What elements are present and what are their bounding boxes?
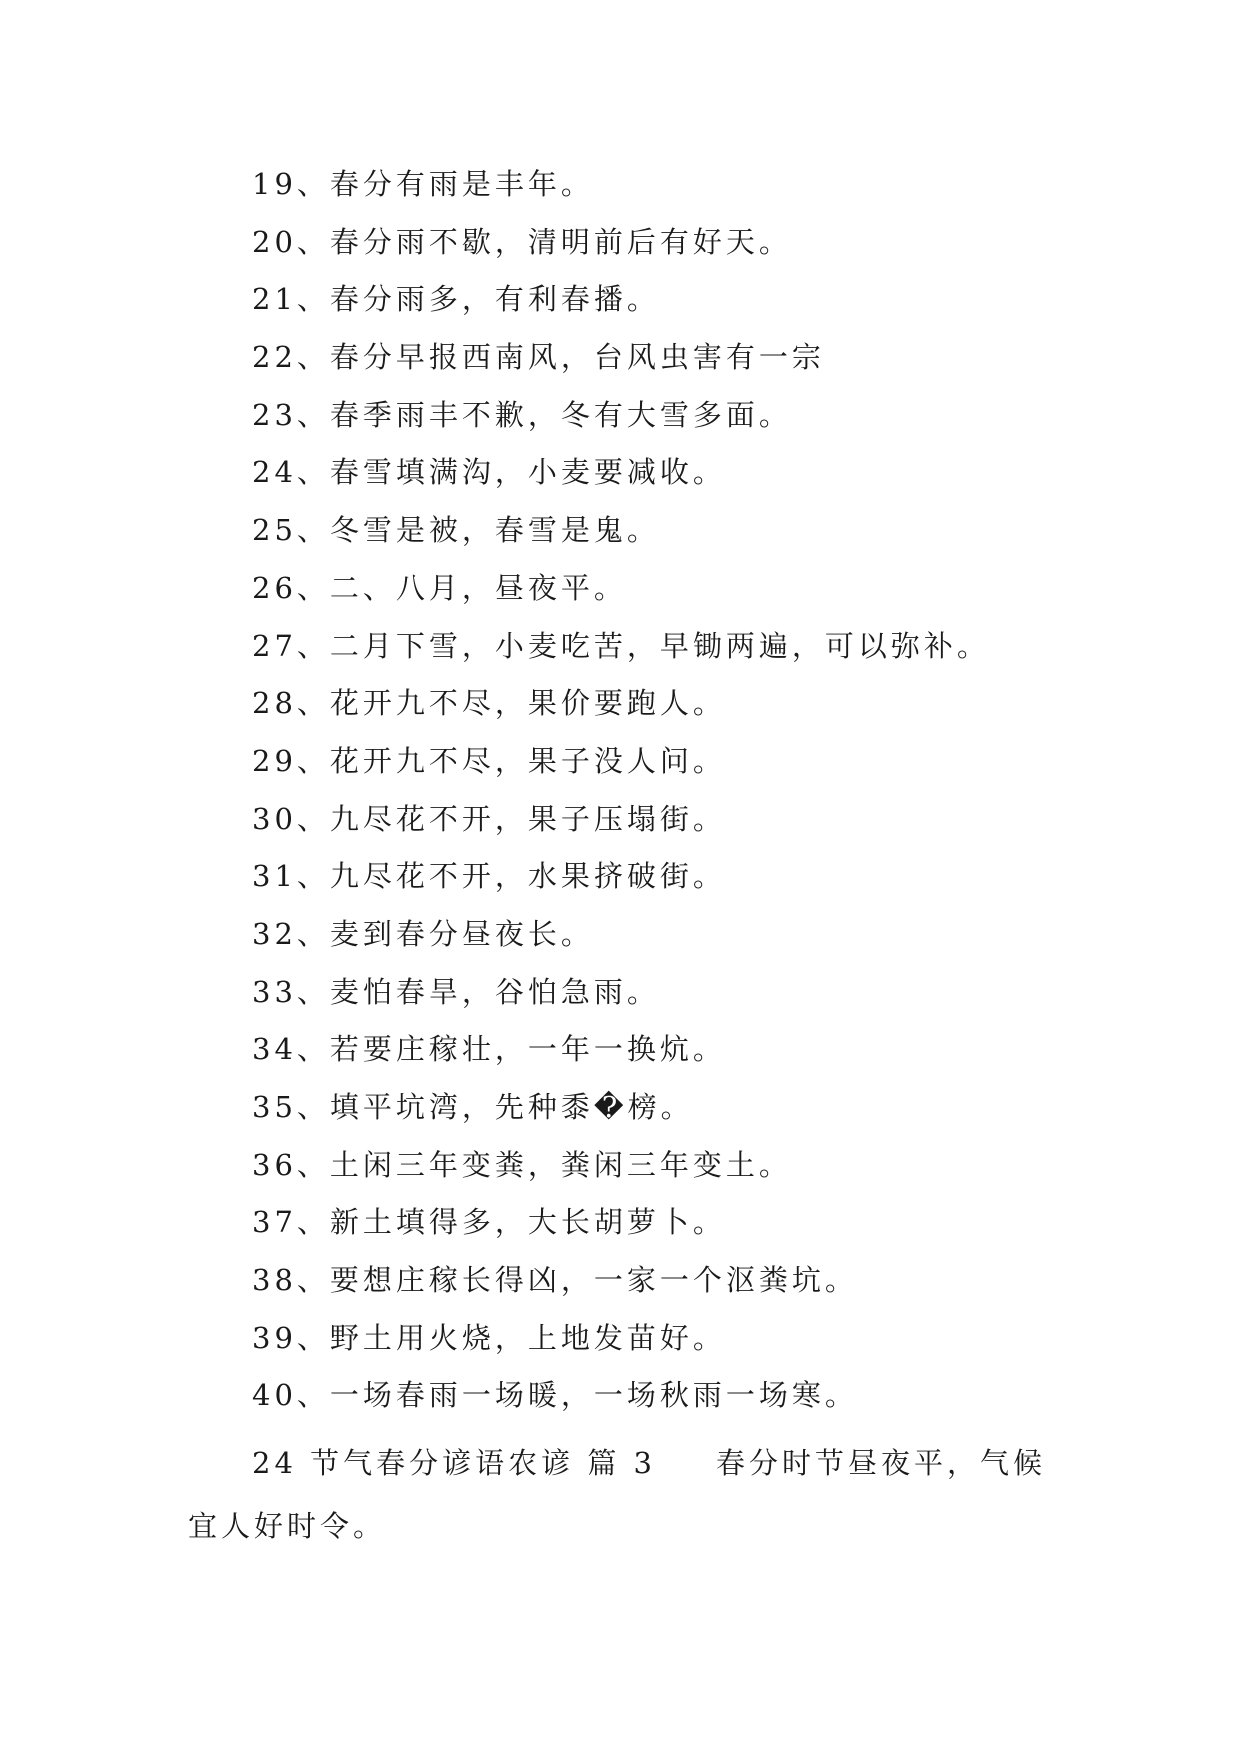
proverb-item: 33、麦怕春旱，谷怕急雨。 [252, 974, 660, 1009]
proverb-item: 25、冬雪是被，春雪是鬼。 [252, 513, 660, 548]
proverb-item: 27、二月下雪，小麦吃苦，早锄两遍，可以弥补。 [252, 628, 990, 663]
section-heading: 24 节气春分谚语农谚 篇 3 [252, 1446, 657, 1480]
proverb-item: 28、花开九不尽，果价要跑人。 [252, 686, 726, 721]
proverb-item: 29、花开九不尽，果子没人问。 [252, 743, 726, 778]
proverb-item: 31、九尽花不开，水果挤破街。 [252, 859, 726, 894]
proverb-item: 26、二、八月，昼夜平。 [252, 570, 627, 605]
proverb-item: 23、春季雨丰不歉，冬有大雪多面。 [252, 397, 792, 432]
proverb-item: 32、麦到春分昼夜长。 [252, 916, 594, 951]
section-text: 春分时节昼夜平，气候宜人好时令。 [188, 1446, 1047, 1543]
proverb-item: 36、土闲三年变粪，粪闲三年变土。 [252, 1147, 792, 1182]
proverb-item: 21、春分雨多，有利春播。 [252, 282, 660, 317]
proverb-item: 30、九尽花不开，果子压塌街。 [252, 801, 726, 836]
proverb-item: 38、要想庄稼长得凶，一家一个沤粪坑。 [252, 1263, 858, 1298]
proverb-list [252, 156, 1112, 1425]
proverb-item: 39、野土用火烧，上地发苗好。 [252, 1320, 726, 1355]
proverb-item: 34、若要庄稼壮，一年一换炕。 [252, 1032, 726, 1067]
proverb-item: 40、一场春雨一场暖，一场秋雨一场寒。 [252, 1378, 858, 1413]
proverb-item: 35、填平坑湾，先种黍�榜。 [252, 1090, 694, 1124]
proverb-item: 20、春分雨不歇，清明前后有好天。 [252, 224, 792, 259]
section-paragraph [188, 1432, 1068, 1558]
proverb-item: 19、春分有雨是丰年。 [252, 167, 594, 201]
proverb-item: 37、新土填得多，大长胡萝卜。 [252, 1205, 726, 1240]
proverb-item: 24、春雪填满沟，小麦要减收。 [252, 455, 726, 490]
proverb-item: 22、春分早报西南风，台风虫害有一宗 [252, 340, 825, 375]
